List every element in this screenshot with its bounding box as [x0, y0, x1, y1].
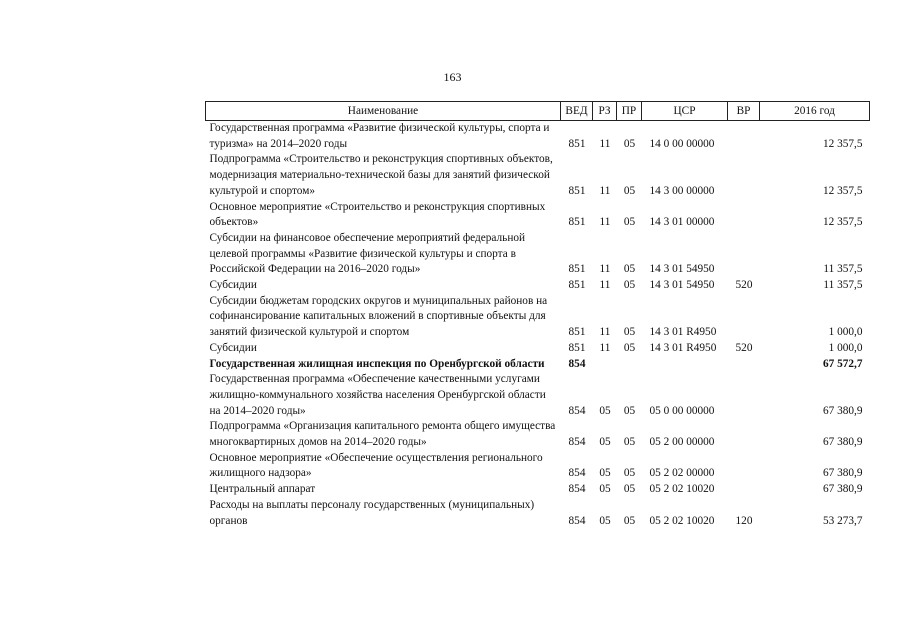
cell-pr: [617, 357, 642, 373]
table-row: [206, 451, 870, 482]
cell-name: Основное мероприятие «Строительство и реконструкция спортивных объектов»: [209, 200, 546, 229]
cell-pr: 05: [623, 279, 636, 292]
cell-csr: 05 0 00 00000: [649, 404, 715, 417]
cell-csr: 05 2 02 00000: [649, 467, 715, 480]
cell-csr: 14 3 00 00000: [649, 184, 715, 197]
cell-ved: 851: [568, 216, 586, 229]
cell-pr: 05: [623, 404, 636, 417]
cell-vr: [728, 419, 760, 450]
header-rz: РЗ: [593, 102, 617, 121]
cell-amount: 67 380,9: [822, 467, 863, 480]
cell-name: Субсидии бюджетам городских округов и муниципальных районов на софинансирование капитальных вложений в спортивные объекты для занятий физической культурой и спортом: [209, 294, 548, 339]
table-body: [206, 121, 870, 530]
cell-pr: 05: [623, 467, 636, 480]
cell-name: Государственная программа «Развитие физической культуры, спорта и туризма» на 2014–2020 годы: [209, 122, 550, 150]
cell-pr: 05: [623, 216, 636, 229]
cell-ved: 851: [568, 279, 586, 292]
cell-amount: 12 357,5: [822, 137, 863, 150]
table-row: [206, 121, 870, 153]
budget-table: [205, 101, 870, 529]
cell-ved: 851: [568, 137, 586, 150]
table-header: [206, 102, 870, 121]
cell-pr: 05: [623, 514, 636, 527]
cell-pr: 05: [623, 483, 636, 496]
cell-rz: 11: [599, 137, 611, 150]
cell-vr: [728, 372, 760, 419]
cell-name: Субсидии: [209, 279, 257, 292]
cell-csr: 14 3 01 54950: [649, 263, 715, 276]
header-csr: ЦСР: [642, 102, 728, 121]
cell-name: Государственная программа «Обеспечение качественными услугами жилищно-коммунального хозяйства населения Оренбургской области на 2014–2020 годы»: [209, 373, 546, 417]
cell-amount: 67 572,7: [822, 357, 863, 370]
cell-vr: [728, 482, 760, 498]
cell-rz: 05: [599, 467, 611, 480]
header-year: 2016 год: [760, 102, 870, 121]
cell-vr: 120: [735, 514, 753, 527]
cell-ved: 854: [568, 436, 586, 449]
table-row: [206, 419, 870, 450]
table-row: [206, 372, 870, 419]
cell-ved: 851: [568, 326, 586, 339]
cell-csr: 14 3 01 R4950: [649, 341, 717, 354]
cell-rz: 05: [599, 436, 611, 449]
cell-name: Подпрограмма «Организация капитального ремонта общего имущества многоквартирных домов на 2014–2020 годы»: [209, 420, 556, 449]
cell-ved: 851: [568, 184, 586, 197]
header-name: Наименование: [206, 102, 561, 121]
cell-name: Основное мероприятие «Обеспечение осуществления регионального жилищного надзора»: [209, 451, 543, 480]
cell-amount: 67 380,9: [822, 404, 863, 417]
table-row: [206, 482, 870, 498]
cell-ved: 854: [568, 467, 586, 480]
table-row: [206, 341, 870, 357]
cell-ved: 854: [568, 514, 586, 527]
cell-name: Центральный аппарат: [209, 483, 316, 496]
cell-rz: 05: [599, 404, 611, 417]
cell-pr: 05: [623, 341, 636, 354]
cell-vr: [728, 451, 760, 482]
cell-name: Подпрограмма «Строительство и реконструкция спортивных объектов, модернизация материально-технической базы для занятий физической культурой и спортом»: [209, 153, 553, 197]
cell-csr: 14 3 01 R4950: [649, 326, 717, 339]
cell-csr: 14 3 01 00000: [649, 216, 715, 229]
cell-csr: 05 2 00 00000: [649, 436, 715, 449]
cell-name: Расходы на выплаты персоналу государственных (муниципальных) органов: [209, 498, 535, 527]
cell-vr: [728, 357, 760, 373]
cell-rz: 11: [599, 326, 611, 339]
cell-rz: 05: [599, 483, 611, 496]
cell-rz: 11: [599, 279, 611, 292]
cell-ved: 851: [568, 341, 586, 354]
table-row: [206, 278, 870, 294]
cell-rz: 05: [599, 514, 611, 527]
cell-amount: 53 273,7: [822, 514, 863, 527]
cell-amount: 1 000,0: [828, 341, 863, 354]
cell-name: Субсидии: [209, 341, 257, 354]
table-row: [206, 357, 870, 373]
cell-amount: 11 357,5: [823, 279, 863, 292]
cell-csr: 14 0 00 00000: [649, 137, 715, 150]
cell-amount: 67 380,9: [822, 483, 863, 496]
cell-vr: [728, 121, 760, 153]
cell-ved: 854: [568, 404, 586, 417]
table-row: [206, 152, 870, 199]
cell-vr: 520: [735, 341, 753, 354]
cell-ved: 854: [568, 357, 586, 370]
cell-ved: 854: [568, 483, 586, 496]
table-row: [206, 294, 870, 341]
cell-csr: 05 2 02 10020: [649, 514, 715, 527]
cell-vr: [728, 152, 760, 199]
cell-csr: 14 3 01 54950: [649, 279, 715, 292]
cell-name: Субсидии на финансовое обеспечение мероприятий федеральной целевой программы «Развитие физической культуры и спорта в Российской Федерации на 2016–2020 годы»: [209, 231, 526, 276]
cell-vr: [728, 294, 760, 341]
cell-rz: 11: [599, 216, 611, 229]
cell-pr: 05: [623, 137, 636, 150]
cell-vr: [728, 231, 760, 278]
cell-pr: 05: [623, 184, 636, 197]
cell-ved: 851: [568, 263, 586, 276]
cell-csr: 05 2 02 10020: [649, 483, 715, 496]
table-row: [206, 200, 870, 231]
cell-amount: 67 380,9: [822, 436, 863, 449]
header-ved: ВЕД: [561, 102, 593, 121]
cell-rz: 11: [599, 184, 611, 197]
cell-name: Государственная жилищная инспекция по Оренбургской области: [209, 357, 545, 370]
table-row: [206, 231, 870, 278]
cell-amount: 12 357,5: [822, 216, 863, 229]
header-vr: ВР: [728, 102, 760, 121]
cell-pr: 05: [623, 326, 636, 339]
cell-rz: 11: [599, 341, 611, 354]
header-pr: ПР: [617, 102, 642, 121]
cell-pr: 05: [623, 263, 636, 276]
cell-vr: 520: [735, 279, 753, 292]
cell-rz: [593, 357, 617, 373]
cell-pr: 05: [623, 436, 636, 449]
cell-amount: 1 000,0: [828, 326, 863, 339]
cell-amount: 11 357,5: [823, 263, 863, 276]
page-number: 163: [443, 70, 462, 84]
cell-csr: [642, 357, 728, 373]
table-row: [206, 498, 870, 529]
cell-rz: 11: [599, 263, 611, 276]
cell-amount: 12 357,5: [822, 184, 863, 197]
cell-vr: [728, 200, 760, 231]
